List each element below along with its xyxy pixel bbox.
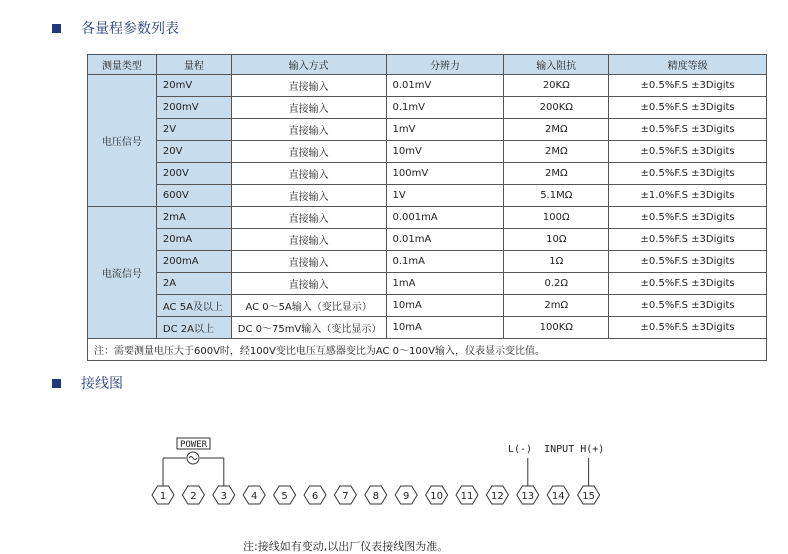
resolution-cell: 0.1mV bbox=[386, 97, 504, 119]
range-cell: 2A bbox=[156, 273, 231, 295]
accuracy-cell: ±0.5%F.S ±3Digits bbox=[609, 141, 767, 163]
impedance-cell: 2MΩ bbox=[504, 141, 609, 163]
resolution-cell: 0.01mA bbox=[386, 229, 504, 251]
terminal-label: 7 bbox=[342, 491, 349, 502]
measure-type-cell: 电流信号 bbox=[88, 207, 157, 339]
terminal-label: 12 bbox=[491, 491, 504, 502]
measure-type-cell: 电压信号 bbox=[88, 75, 157, 207]
table-note: 注：需要测量电压大于600V时，经100V变比电压互感器变比为AC 0～100V输入，仪表显示变比值。 bbox=[88, 339, 767, 361]
section-title-params: 各量程参数列表 bbox=[81, 21, 179, 37]
input-method-cell: 直接输入 bbox=[231, 185, 386, 207]
accuracy-cell: ±0.5%F.S ±3Digits bbox=[609, 273, 767, 295]
terminal-label: 4 bbox=[251, 491, 258, 502]
range-cell: AC 5A及以上 bbox=[156, 295, 231, 317]
terminal-label: 1 bbox=[159, 491, 167, 502]
accuracy-cell: ±0.5%F.S ±3Digits bbox=[609, 207, 767, 229]
input-method-cell: 直接输入 bbox=[231, 119, 386, 141]
range-cell: DC 2A以上 bbox=[156, 317, 231, 339]
input-method-cell: AC 0～5A输入（变比显示） bbox=[231, 295, 386, 317]
accuracy-cell: ±0.5%F.S ±3Digits bbox=[609, 317, 767, 339]
resolution-cell: 10mA bbox=[386, 317, 504, 339]
terminal-label: 6 bbox=[311, 491, 319, 502]
range-cell: 20mV bbox=[156, 75, 231, 97]
input-method-cell: 直接输入 bbox=[231, 229, 386, 251]
input-method-cell: 直接输入 bbox=[231, 141, 386, 163]
resolution-cell: 100mV bbox=[386, 163, 504, 185]
resolution-cell: 0.01mV bbox=[386, 75, 504, 97]
impedance-cell: 2MΩ bbox=[504, 119, 609, 141]
terminal-label: 9 bbox=[403, 491, 410, 502]
input-method-cell: 直接输入 bbox=[231, 207, 386, 229]
range-cell: 600V bbox=[156, 185, 231, 207]
impedance-cell: 100KΩ bbox=[504, 317, 609, 339]
input-method-cell: 直接输入 bbox=[231, 163, 386, 185]
sine-wave-icon bbox=[189, 457, 197, 460]
input-method-cell: 直接输入 bbox=[231, 97, 386, 119]
accuracy-cell: ±0.5%F.S ±3Digits bbox=[609, 251, 767, 273]
range-cell: 20mA bbox=[156, 229, 231, 251]
section-title-wiring: 接线图 bbox=[81, 376, 123, 392]
resolution-cell: 10mA bbox=[386, 295, 504, 317]
impedance-cell: 20KΩ bbox=[504, 75, 609, 97]
range-cell: 200V bbox=[156, 163, 231, 185]
impedance-cell: 200KΩ bbox=[504, 97, 609, 119]
power-label: POWER bbox=[179, 440, 208, 450]
input-method-cell: DC 0～75mV输入（变比显示） bbox=[231, 317, 386, 339]
terminal-label: 2 bbox=[190, 491, 197, 502]
terminal-label: 13 bbox=[521, 491, 535, 502]
terminal-label: 14 bbox=[551, 491, 565, 502]
range-cell: 20V bbox=[156, 141, 231, 163]
range-cell: 2mA bbox=[156, 207, 231, 229]
column-header: 输入方式 bbox=[231, 55, 386, 75]
column-header: 测量类型 bbox=[88, 55, 157, 75]
impedance-cell: 10Ω bbox=[504, 229, 609, 251]
accuracy-cell: ±0.5%F.S ±3Digits bbox=[609, 295, 767, 317]
accuracy-cell: ±0.5%F.S ±3Digits bbox=[609, 229, 767, 251]
range-cell: 2V bbox=[156, 119, 231, 141]
resolution-cell: 1V bbox=[386, 185, 504, 207]
resolution-cell: 0.001mA bbox=[386, 207, 504, 229]
terminal-label: 3 bbox=[220, 491, 227, 502]
resolution-cell: 10mV bbox=[386, 141, 504, 163]
input-label: L(-) INPUT H(+) bbox=[508, 444, 605, 455]
impedance-cell: 0.2Ω bbox=[504, 273, 609, 295]
accuracy-cell: ±0.5%F.S ±3Digits bbox=[609, 75, 767, 97]
terminal-label: 15 bbox=[582, 491, 595, 502]
input-method-cell: 直接输入 bbox=[231, 273, 386, 295]
input-method-cell: 直接输入 bbox=[231, 251, 386, 273]
impedance-cell: 2MΩ bbox=[504, 163, 609, 185]
column-header: 输入阻抗 bbox=[504, 55, 609, 75]
resolution-cell: 0.1mA bbox=[386, 251, 504, 273]
impedance-cell: 100Ω bbox=[504, 207, 609, 229]
terminal-label: 11 bbox=[460, 491, 474, 502]
accuracy-cell: ±0.5%F.S ±3Digits bbox=[609, 119, 767, 141]
accuracy-cell: ±1.0%F.S ±3Digits bbox=[609, 185, 767, 207]
terminal-label: 10 bbox=[430, 491, 443, 502]
terminal-label: 5 bbox=[281, 491, 288, 502]
terminal-label: 8 bbox=[372, 491, 379, 502]
column-header: 精度等级 bbox=[609, 55, 767, 75]
impedance-cell: 1Ω bbox=[504, 251, 609, 273]
input-method-cell: 直接输入 bbox=[231, 75, 386, 97]
range-cell: 200mA bbox=[156, 251, 231, 273]
impedance-cell: 2mΩ bbox=[504, 295, 609, 317]
accuracy-cell: ±0.5%F.S ±3Digits bbox=[609, 163, 767, 185]
accuracy-cell: ±0.5%F.S ±3Digits bbox=[609, 97, 767, 119]
column-header: 分辨力 bbox=[386, 55, 504, 75]
range-cell: 200mV bbox=[156, 97, 231, 119]
resolution-cell: 1mV bbox=[386, 119, 504, 141]
impedance-cell: 5.1MΩ bbox=[504, 185, 609, 207]
column-header: 量程 bbox=[156, 55, 231, 75]
footnote: 注:接线如有变动,以出厂仪表接线图为准。 bbox=[243, 540, 449, 553]
resolution-cell: 1mA bbox=[386, 273, 504, 295]
